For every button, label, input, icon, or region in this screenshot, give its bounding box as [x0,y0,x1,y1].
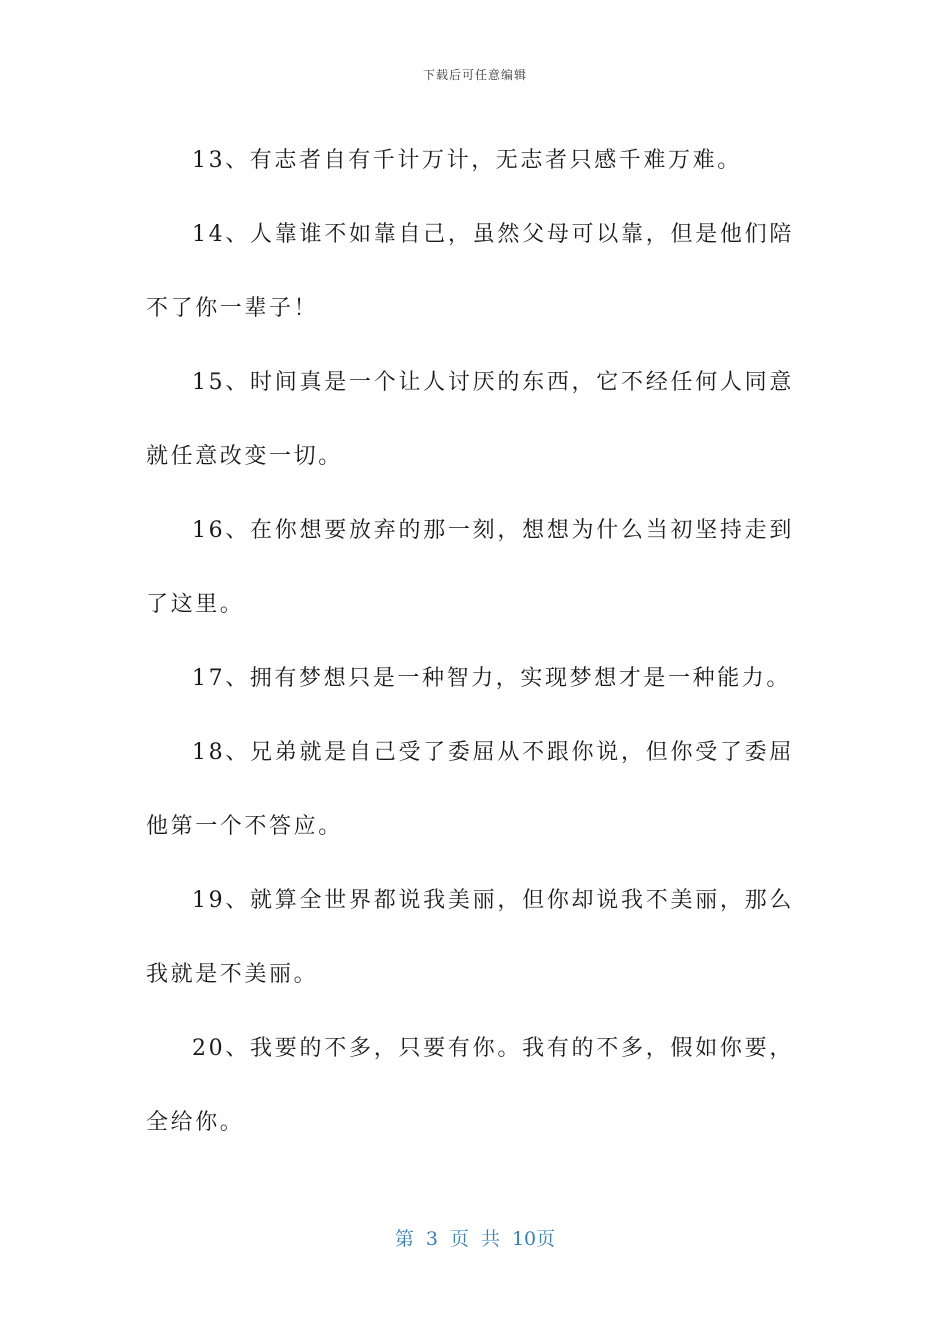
page-footer [0,1224,950,1251]
paragraph-17: 17、拥有梦想只是一种智力，实现梦想才是一种能力。 [192,666,791,691]
footer-label-gong: 共 [480,1228,500,1250]
paragraph-15: 15、时间真是一个让人讨厌的东西，它不经任何人同意就任意改变一切。 [146,370,794,469]
footer-total-pages: 10页 [511,1228,556,1250]
paragraph-13: 13、有志者自有千计万计，无志者只感千难万难。 [192,148,742,173]
header-note: 下载后可任意编辑 [422,68,527,82]
paragraph-20: 20、我要的不多，只要有你。我有的不多，假如你要，全给你。 [146,1036,794,1135]
document-body [146,124,794,1160]
paragraph-19: 19、就算全世界都说我美丽，但你却说我不美丽，那么我就是不美丽。 [146,888,794,987]
paragraph-18: 18、兄弟就是自己受了委屈从不跟你说，但你受了委屈他第一个不答应。 [146,740,794,839]
paragraph-14: 14、人靠谁不如靠自己，虽然父母可以靠，但是他们陪不了你一辈子！ [146,222,794,321]
footer-label-ye: 页 [449,1228,469,1250]
paragraph-16: 16、在你想要放弃的那一刻，想想为什么当初坚持走到了这里。 [146,518,794,617]
footer-current-page: 3 [425,1228,438,1250]
footer-label-di: 第 [394,1228,414,1250]
